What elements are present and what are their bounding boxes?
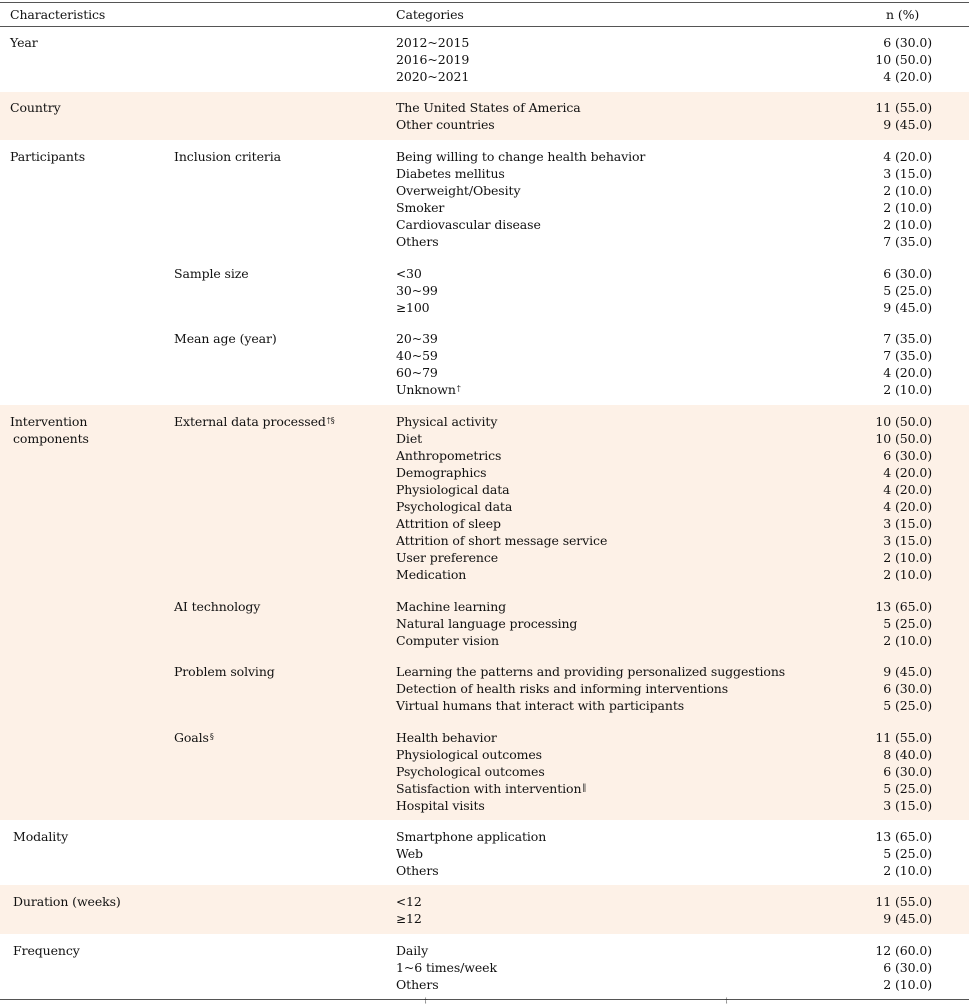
table-row — [396, 549, 932, 566]
category-cell: 30~99 — [396, 283, 438, 298]
subgroup-label — [174, 413, 389, 430]
table-row — [396, 148, 932, 165]
table-row — [396, 199, 932, 216]
section-rows — [396, 598, 932, 649]
count-cell: 11 (55.0) — [875, 100, 932, 115]
category-cell: Psychological outcomes — [396, 764, 545, 779]
section-label: Duration (weeks) — [13, 894, 121, 909]
table-row — [396, 729, 932, 746]
subgroup-label: Mean age (year) — [174, 331, 277, 346]
table-row — [396, 233, 932, 250]
category-cell: 2012~2015 — [396, 35, 470, 50]
section-label: Participants — [10, 149, 86, 164]
subgroup-label-text: External data processed — [174, 414, 326, 429]
count-cell: 2 (10.0) — [883, 550, 932, 565]
table-row — [396, 532, 932, 549]
category-cell: Smoker — [396, 200, 445, 215]
section-participants — [0, 140, 969, 405]
category-cell: Diabetes mellitus — [396, 166, 505, 181]
section-label — [10, 413, 160, 447]
count-cell: 6 (30.0) — [883, 35, 932, 50]
table-row — [396, 515, 932, 532]
category-cell: Psychological data — [396, 499, 513, 514]
header-categories: Categories — [396, 7, 464, 22]
count-cell: 4 (20.0) — [883, 499, 932, 514]
count-cell: 7 (35.0) — [883, 348, 932, 363]
category-cell: Medication — [396, 567, 467, 582]
category-cell: Web — [396, 846, 423, 861]
table-row — [396, 464, 932, 481]
table-row — [396, 959, 932, 976]
section-label-line2: components — [13, 431, 89, 446]
count-cell: 13 (65.0) — [875, 829, 932, 844]
section-year — [0, 34, 969, 92]
subgroup-label — [174, 729, 389, 746]
count-cell: 10 (50.0) — [875, 431, 932, 446]
count-cell: 3 (15.0) — [883, 533, 932, 548]
table-row — [396, 99, 932, 116]
category-cell: Machine learning — [396, 599, 507, 614]
count-cell: 9 (45.0) — [883, 664, 932, 679]
header-n-percent: n (%) — [886, 7, 920, 22]
table-row — [396, 862, 932, 879]
category-value: 30 — [405, 266, 422, 281]
category-value: 12 — [405, 894, 422, 909]
category-cell — [396, 780, 586, 797]
greater-equal-symbol: ≥ — [396, 912, 406, 926]
section-footnote-mark: § — [209, 732, 214, 741]
section-rows — [396, 663, 932, 714]
category-value: 100 — [405, 300, 430, 315]
category-cell — [396, 381, 461, 398]
category-cell: Daily — [396, 943, 429, 958]
count-cell: 9 (45.0) — [883, 911, 932, 926]
subgroup-label: Sample size — [174, 266, 249, 281]
category-cell: The United States of America — [396, 100, 581, 115]
dagger-footnote-mark: † — [326, 416, 331, 425]
section-rows — [396, 330, 932, 398]
category-cell: Other countries — [396, 117, 495, 132]
table-row — [396, 330, 932, 347]
category-cell: 60~79 — [396, 365, 438, 380]
table-row — [396, 828, 932, 845]
category-cell: 1~6 times/week — [396, 960, 497, 975]
category-cell: Overweight/Obesity — [396, 183, 521, 198]
category-cell: Demographics — [396, 465, 487, 480]
count-cell: 6 (30.0) — [883, 448, 932, 463]
category-cell: Smartphone application — [396, 829, 547, 844]
section-label: Year — [10, 35, 38, 50]
table-row — [396, 34, 932, 51]
category-cell: 2020~2021 — [396, 69, 470, 84]
subgroup-label: AI technology — [174, 599, 261, 614]
section-rows — [396, 942, 932, 993]
subgroup-label-text: Goals — [174, 730, 209, 745]
table-row — [396, 364, 932, 381]
count-cell: 11 (55.0) — [875, 894, 932, 909]
section-rows — [396, 265, 932, 316]
category-cell: Natural language processing — [396, 616, 578, 631]
table-row — [396, 598, 932, 615]
table-row — [396, 566, 932, 583]
section-rows — [396, 99, 932, 133]
section-label-line1: Intervention — [10, 414, 88, 429]
table-row — [396, 893, 932, 910]
count-cell: 3 (15.0) — [883, 166, 932, 181]
count-cell: 12 (60.0) — [875, 943, 932, 958]
greater-equal-symbol: ≥ — [396, 301, 406, 315]
table-row — [396, 68, 932, 85]
table-bottom-rule — [0, 999, 969, 1000]
category-cell — [396, 265, 422, 283]
count-cell: 10 (50.0) — [875, 52, 932, 67]
table-row — [396, 282, 932, 299]
count-cell: 2 (10.0) — [883, 567, 932, 582]
count-cell: 11 (55.0) — [875, 730, 932, 745]
category-cell — [396, 893, 422, 911]
table-row — [396, 165, 932, 182]
section-rows — [396, 828, 932, 879]
table-row — [396, 447, 932, 464]
category-value: 12 — [405, 911, 422, 926]
table-row — [396, 430, 932, 447]
count-cell: 8 (40.0) — [883, 747, 932, 762]
category-cell: 40~59 — [396, 348, 438, 363]
category-cell: Cardiovascular disease — [396, 217, 541, 232]
table-row — [396, 746, 932, 763]
table-row — [396, 632, 932, 649]
count-cell: 9 (45.0) — [883, 300, 932, 315]
section-country — [0, 92, 969, 140]
category-cell: Hospital visits — [396, 798, 485, 813]
category-cell: Others — [396, 977, 439, 992]
header-characteristics: Characteristics — [10, 7, 106, 22]
category-cell: Physical activity — [396, 414, 498, 429]
dagger-footnote-mark: † — [424, 997, 428, 1005]
category-cell: Others — [396, 863, 439, 878]
category-cell — [396, 910, 422, 928]
table-row — [396, 381, 932, 398]
table-row — [396, 663, 932, 680]
table-top-rule — [0, 2, 969, 3]
count-cell: 7 (35.0) — [883, 331, 932, 346]
count-cell: 2 (10.0) — [883, 200, 932, 215]
count-cell: 2 (10.0) — [883, 217, 932, 232]
count-cell: 9 (45.0) — [883, 117, 932, 132]
count-cell: 2 (10.0) — [883, 183, 932, 198]
section-duration — [0, 885, 969, 934]
section-rows — [396, 729, 932, 814]
subgroup-label: Problem solving — [174, 664, 275, 679]
section-footnote-mark: § — [330, 416, 335, 425]
section-rows — [396, 148, 932, 250]
count-cell: 3 (15.0) — [883, 516, 932, 531]
table-row — [396, 116, 932, 133]
section-rows — [396, 413, 932, 583]
section-frequency — [0, 934, 969, 998]
category-cell: 20~39 — [396, 331, 438, 346]
less-than-symbol: < — [396, 895, 406, 909]
category-cell: 2016~2019 — [396, 52, 470, 67]
count-cell: 6 (30.0) — [883, 764, 932, 779]
category-cell: Anthropometrics — [396, 448, 502, 463]
count-cell: 5 (25.0) — [883, 846, 932, 861]
table-row — [396, 498, 932, 515]
category-cell: Health behavior — [396, 730, 497, 745]
subgroup-label: Inclusion criteria — [174, 149, 282, 164]
category-value: Satisfaction with intervention — [396, 781, 582, 796]
dagger-footnote-mark: † — [456, 384, 461, 393]
table-row — [396, 216, 932, 233]
count-cell: 4 (20.0) — [883, 482, 932, 497]
count-cell: 2 (10.0) — [883, 382, 932, 397]
category-value: Unknown — [396, 382, 456, 397]
count-cell: 5 (25.0) — [883, 698, 932, 713]
count-cell: 4 (20.0) — [883, 465, 932, 480]
dagger-footnote-mark: † — [725, 997, 729, 1005]
category-cell: Physiological data — [396, 482, 510, 497]
count-cell: 6 (30.0) — [883, 681, 932, 696]
table-row — [396, 680, 932, 697]
count-cell: 10 (50.0) — [875, 414, 932, 429]
count-cell: 3 (15.0) — [883, 798, 932, 813]
category-cell: Detection of health risks and informing interventions — [396, 681, 729, 696]
table-row — [396, 182, 932, 199]
table-row — [396, 845, 932, 862]
count-cell: 4 (20.0) — [883, 149, 932, 164]
category-cell: Being willing to change health behavior — [396, 149, 646, 164]
table-header-rule — [0, 26, 969, 27]
table-row — [396, 910, 932, 927]
section-rows — [396, 34, 932, 85]
section-label: Country — [10, 100, 61, 115]
category-cell: Virtual humans that interact with participants — [396, 698, 685, 713]
count-cell: 5 (25.0) — [883, 781, 932, 796]
count-cell: 6 (30.0) — [883, 266, 932, 281]
count-cell: 13 (65.0) — [875, 599, 932, 614]
section-intervention-components — [0, 405, 969, 820]
section-label: Frequency — [13, 943, 80, 958]
table-row — [396, 780, 932, 797]
count-cell: 2 (10.0) — [883, 863, 932, 878]
category-cell: Diet — [396, 431, 423, 446]
count-cell: 4 (20.0) — [883, 365, 932, 380]
table-row — [396, 51, 932, 68]
section-modality — [0, 820, 969, 885]
count-cell: 5 (25.0) — [883, 283, 932, 298]
category-cell: Physiological outcomes — [396, 747, 542, 762]
table-row — [396, 481, 932, 498]
table-row — [396, 797, 932, 814]
less-than-symbol: < — [396, 267, 406, 281]
table-row — [396, 615, 932, 632]
table-row — [396, 347, 932, 364]
category-cell: User preference — [396, 550, 499, 565]
table-row — [396, 942, 932, 959]
table-row — [396, 697, 932, 714]
table-row — [396, 976, 932, 993]
count-cell: 2 (10.0) — [883, 633, 932, 648]
footnote-marks — [327, 416, 335, 425]
double-bar-footnote-mark: ‖ — [582, 783, 587, 792]
category-cell: Attrition of sleep — [396, 516, 501, 531]
section-rows — [396, 893, 932, 927]
count-cell: 4 (20.0) — [883, 69, 932, 84]
table-row — [396, 763, 932, 780]
section-label: Modality — [13, 829, 69, 844]
table-row — [396, 299, 932, 316]
category-cell: Computer vision — [396, 633, 499, 648]
count-cell: 5 (25.0) — [883, 616, 932, 631]
category-cell: Learning the patterns and providing personalized suggestions — [396, 664, 786, 679]
table-row — [396, 413, 932, 430]
count-cell: 2 (10.0) — [883, 977, 932, 992]
count-cell: 6 (30.0) — [883, 960, 932, 975]
category-cell — [396, 299, 430, 317]
category-cell: Others — [396, 234, 439, 249]
table-row — [396, 265, 932, 282]
count-cell: 7 (35.0) — [883, 234, 932, 249]
category-cell: Attrition of short message service — [396, 533, 608, 548]
